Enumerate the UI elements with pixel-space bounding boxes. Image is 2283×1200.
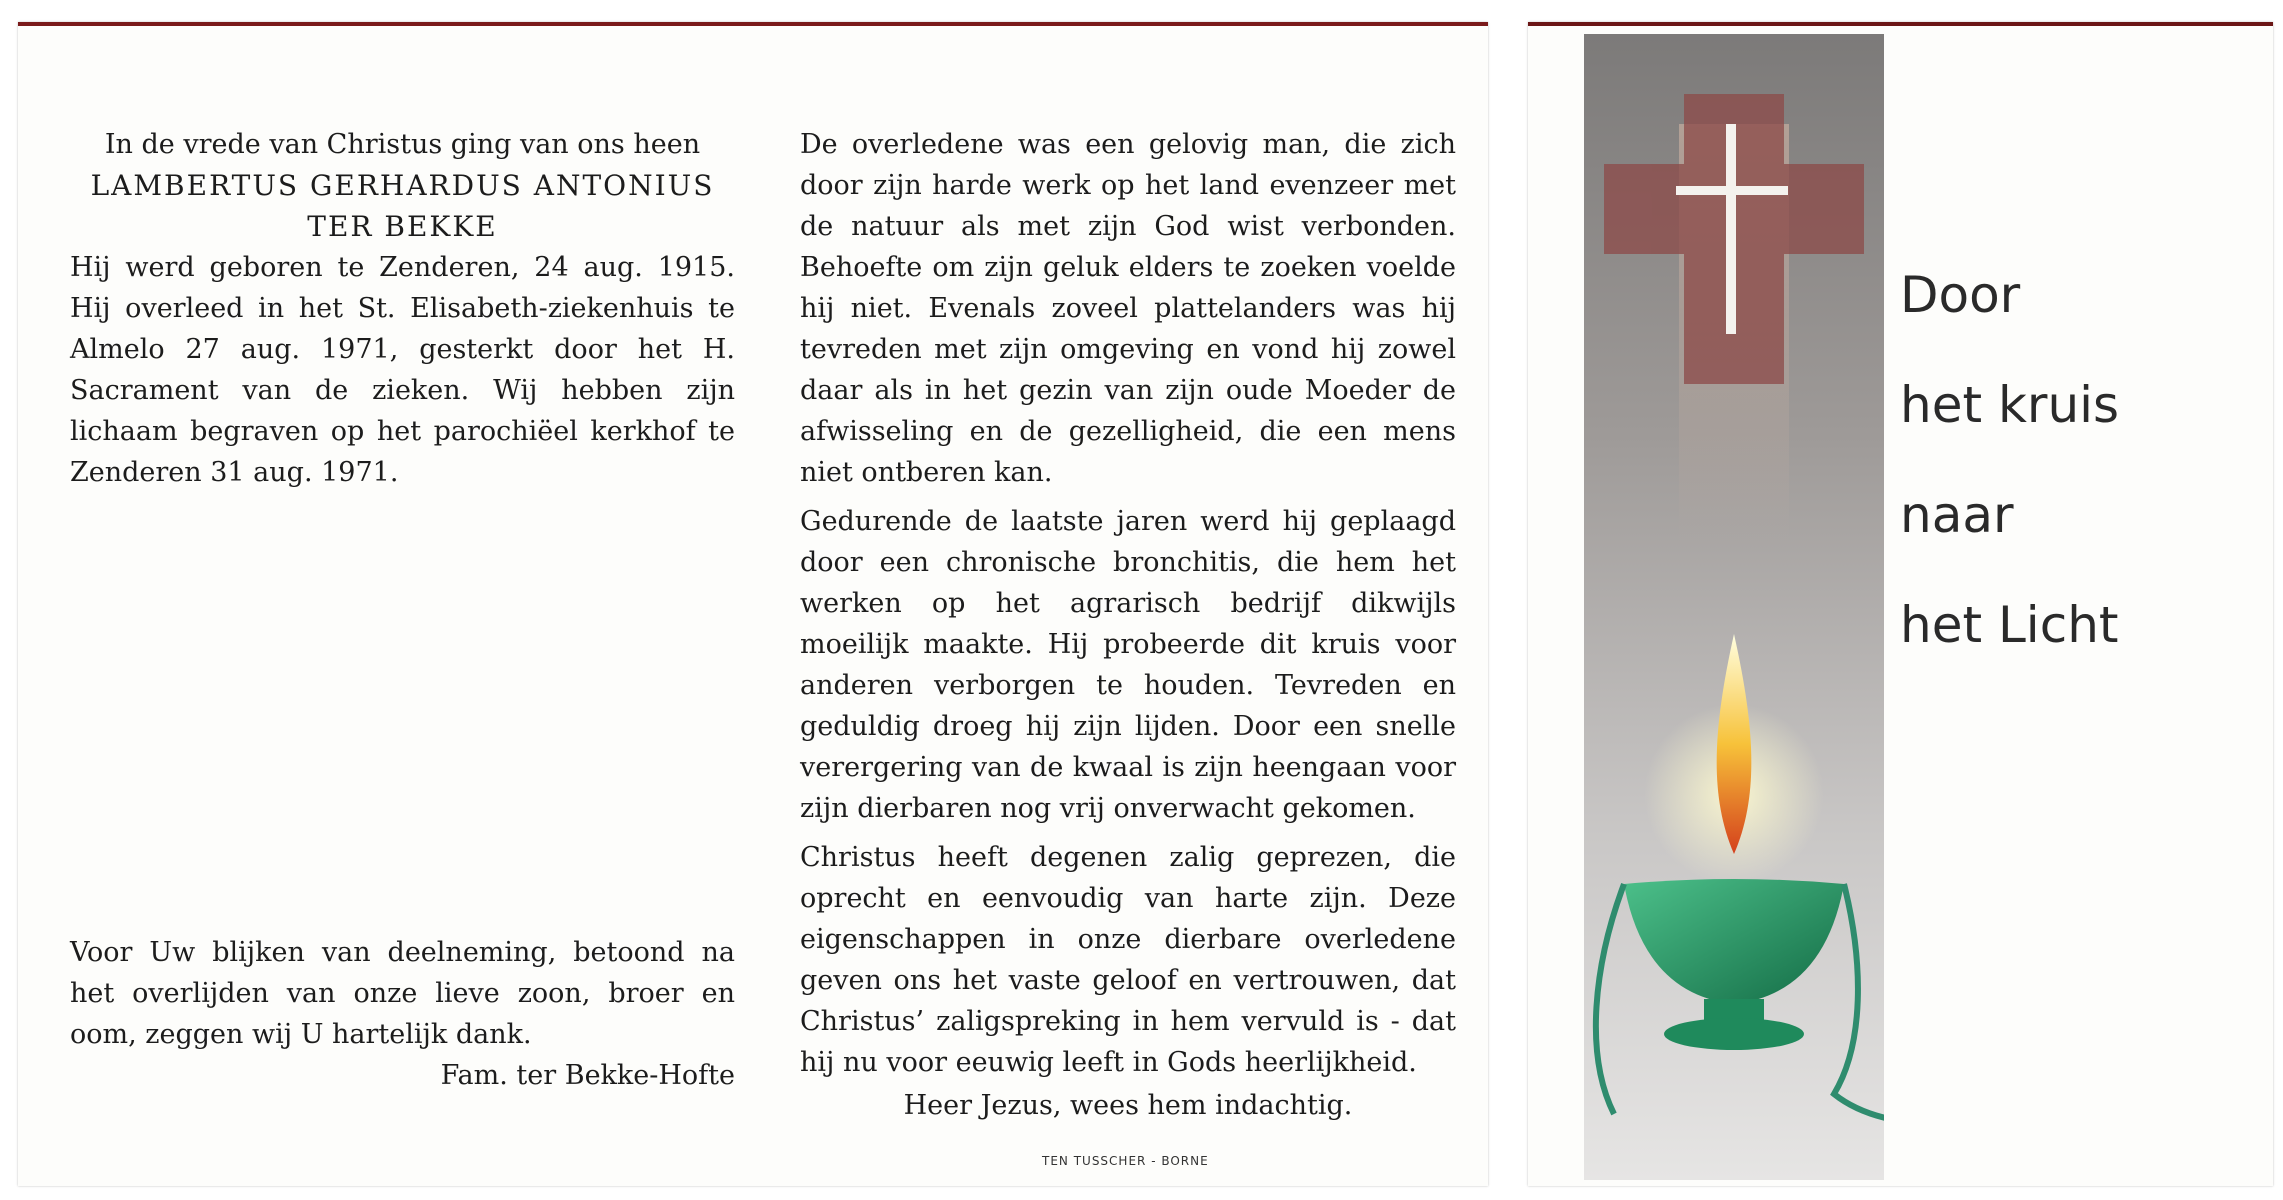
deceased-name-line2: TER BEKKE <box>307 210 498 243</box>
eulogy-paragraph-1: De overledene was een gelovig man, die zich door zijn harde werk op het land evenzeer met de natuur als met zijn God wist verbonden. Behoefte om zijn geluk elders te zoeken voelde hij niet. Evenals zoveel plattelanders was hij tevreden met zijn omgeving en vond hij zowel daar als in het gezin van zijn oude Moeder de afwisseling en de gezelligheid, die een mens niet ontberen kan. <box>800 129 1456 488</box>
printer-imprint: TEN TUSSCHER - BORNE <box>1042 1154 1209 1168</box>
card-inner-spread <box>18 22 1488 1186</box>
deceased-name-line1: LAMBERTUS GERHARDUS ANTONIUS <box>90 169 715 202</box>
biography-text: Hij werd geboren te Zenderen, 24 aug. 1915. Hij overleed in het St. Elisabeth-ziekenhuis te Almelo 27 aug. 1971, gesterkt door het H. Sacrament van de zieken. Wij hebben zijn lichaam begraven op het parochiëel kerkhof te Zenderen 31 aug. 1971. <box>70 252 735 488</box>
eulogy-paragraph-2: Gedurende de laatste jaren werd hij geplaagd door een chronische bronchitis, die hem het werken op het agrarisch bedrijf dikwijls moeilijk maakte. Hij probeerde dit kruis voor anderen verborgen te houden. Tevreden en geduldig droeg hij zijn lijden. Door een snelle verergering van de kwaal is zijn heengaan voor zijn dierbaren nog vrij onverwacht gekomen. <box>800 506 1456 824</box>
thanks-text: Voor Uw blijken van deelneming, betoond na het overlijden van onze lieve zoon, broer en oom, zeggen wij U hartelijk dank. <box>70 937 735 1050</box>
motto-line-2: het kruis <box>1900 376 2120 434</box>
eulogy-panel <box>800 124 1456 1126</box>
family-signature: Fam. ter Bekke-Hofte <box>440 1060 735 1091</box>
eulogy-paragraph-3: Christus heeft degenen zalig geprezen, die oprecht en eenvoudig van harte zijn. Deze eigenschappen in onze dierbare overledene geven ons het vaste geloof en vertrouwen, dat Christus’ zaligspreking in hem vervuld is - dat hij nu voor eeuwig leeft in Gods heerlijkheid. <box>800 842 1456 1078</box>
card-front-cover <box>1528 22 2273 1186</box>
obituary-panel <box>70 124 735 493</box>
motto <box>1900 266 2119 706</box>
thanks-block <box>70 932 735 1096</box>
cross-and-lamp-illustration <box>1584 34 1884 1180</box>
intro-line: In de vrede van Christus ging van ons heen <box>104 129 701 160</box>
motto-line-4: het Licht <box>1900 596 2119 654</box>
motto-line-1: Door <box>1900 266 2021 324</box>
closing-prayer: Heer Jezus, wees hem indachtig. <box>903 1090 1353 1121</box>
motto-line-3: naar <box>1900 486 2014 544</box>
